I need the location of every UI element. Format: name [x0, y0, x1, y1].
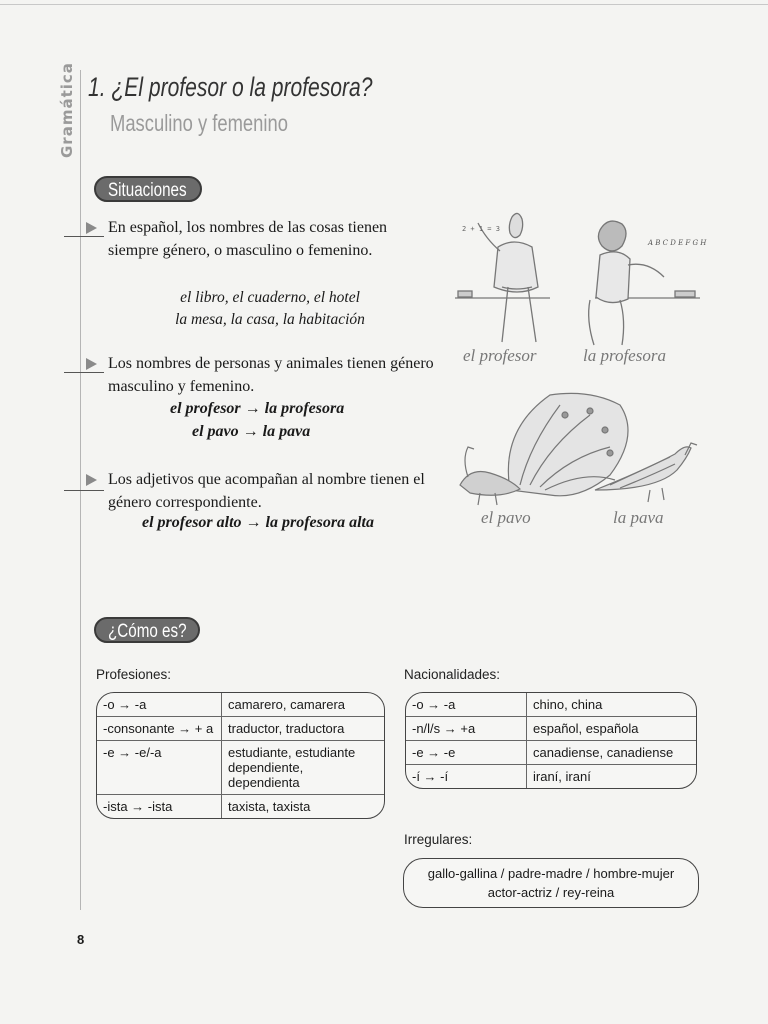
- side-label: Gramática: [58, 62, 76, 158]
- table-row: [97, 795, 384, 818]
- table-row: [97, 717, 384, 741]
- rule-cell: -o → -a: [97, 693, 222, 717]
- page-number: 8: [77, 932, 85, 947]
- example-pavo-m: el pavo: [192, 423, 239, 440]
- rule-cell: -o → -a: [406, 693, 527, 717]
- example-cell: taxista, taxista: [228, 799, 311, 814]
- caption-la-pava: la pava: [613, 508, 664, 527]
- rule-cell: -e → -e: [406, 741, 527, 765]
- bullet-arrow-icon: [86, 474, 97, 486]
- nacionalidades-label: Nacionalidades:: [404, 667, 501, 682]
- bullet-2-text: Los nombres de personas y animales tienen género masculino y femenino.: [108, 355, 434, 395]
- section-como-es-label: ¿Cómo es?: [108, 621, 187, 642]
- profesiones-label: Profesiones:: [96, 667, 172, 682]
- example-cell: español, española: [527, 717, 696, 741]
- example-adj-m: el profesor alto: [142, 514, 242, 531]
- example-cell: camarero, camarera: [222, 693, 384, 717]
- profesiones-table: [96, 692, 385, 819]
- teachers-illustration: [450, 205, 710, 350]
- bullet-1: [108, 216, 438, 262]
- page-subtitle: Masculino y femenino: [110, 110, 288, 136]
- example-pavo: [192, 423, 310, 441]
- section-como-es-tag: [94, 617, 200, 643]
- bullet-tick: [64, 490, 104, 491]
- bullet-3-text: Los adjetivos que acompañan al nombre tienen el género correspondiente.: [108, 471, 425, 511]
- example-profesor: [170, 400, 344, 418]
- rule-cell: -í → -í: [406, 765, 527, 788]
- bullet-tick: [64, 372, 104, 373]
- caption-el-pavo: el pavo: [481, 508, 531, 527]
- example-line-2: la mesa, la casa, la habitación: [175, 311, 365, 328]
- arrow-icon: →: [244, 400, 261, 417]
- example-profesor-m: el profesor: [170, 400, 241, 417]
- section-situaciones-tag: [94, 176, 202, 202]
- board-text: 2 + 1 = 3: [462, 225, 500, 233]
- rule-cell: -e → -e/-a: [97, 741, 222, 795]
- table-row: [406, 717, 696, 741]
- example-cell: [222, 741, 384, 795]
- bullet-arrow-icon: [86, 358, 97, 370]
- bullet-1-text: En español, los nombres de las cosas tienen siempre género, o masculino o femenino.: [108, 219, 388, 259]
- top-border: [0, 4, 768, 5]
- bullet-2: [108, 352, 438, 398]
- example-cell: canadiense, canadiense: [527, 741, 696, 765]
- caption-el-profesor: el profesor: [463, 346, 537, 365]
- table-row: [406, 765, 696, 788]
- example-cell: traductor, traductora: [222, 717, 384, 741]
- example-nouns: [120, 287, 420, 331]
- table-row: [97, 693, 384, 717]
- bullet-3: [108, 468, 438, 514]
- example-cell: chino, china: [527, 693, 696, 717]
- example-profesor-f: la profesora: [264, 400, 345, 417]
- bullet-arrow-icon: [86, 222, 97, 234]
- table-row: [406, 693, 696, 717]
- example-line-1: el libro, el cuaderno, el hotel: [180, 289, 360, 306]
- page-title: 1. ¿El profesor o la profesora?: [88, 72, 373, 102]
- table-row: [97, 741, 384, 795]
- arrow-icon: →: [245, 514, 262, 531]
- example-adjetivo: [142, 514, 374, 532]
- nacionalidades-table: [405, 692, 697, 789]
- example-line: dependiente, dependienta: [228, 760, 304, 790]
- example-line: estudiante, estudiante: [228, 745, 356, 760]
- bullet-tick: [64, 236, 104, 237]
- section-situaciones-label: Situaciones: [108, 180, 187, 201]
- table-row: [406, 741, 696, 765]
- rule-cell: -ista → -ista: [97, 795, 222, 818]
- arrow-icon: →: [242, 423, 259, 440]
- rule-cell: -n/l/s → +a: [406, 717, 527, 741]
- rule-cell: -consonante → + a: [97, 717, 222, 741]
- irregulares-box: [403, 858, 699, 908]
- irregulares-line-1: gallo-gallina / padre-madre / hombre-mujer: [427, 866, 675, 881]
- irregulares-label: Irregulares:: [404, 832, 473, 847]
- caption-la-profesora: la profesora: [583, 346, 666, 365]
- peacocks-illustration: [450, 385, 710, 510]
- example-adj-f: la profesora alta: [265, 514, 374, 531]
- board-letters: A B C D E F G H: [648, 239, 707, 247]
- example-pavo-f: la pava: [262, 423, 311, 440]
- example-cell: iraní, iraní: [533, 769, 591, 784]
- irregulares-line-2: actor-actriz / rey-reina: [487, 885, 615, 900]
